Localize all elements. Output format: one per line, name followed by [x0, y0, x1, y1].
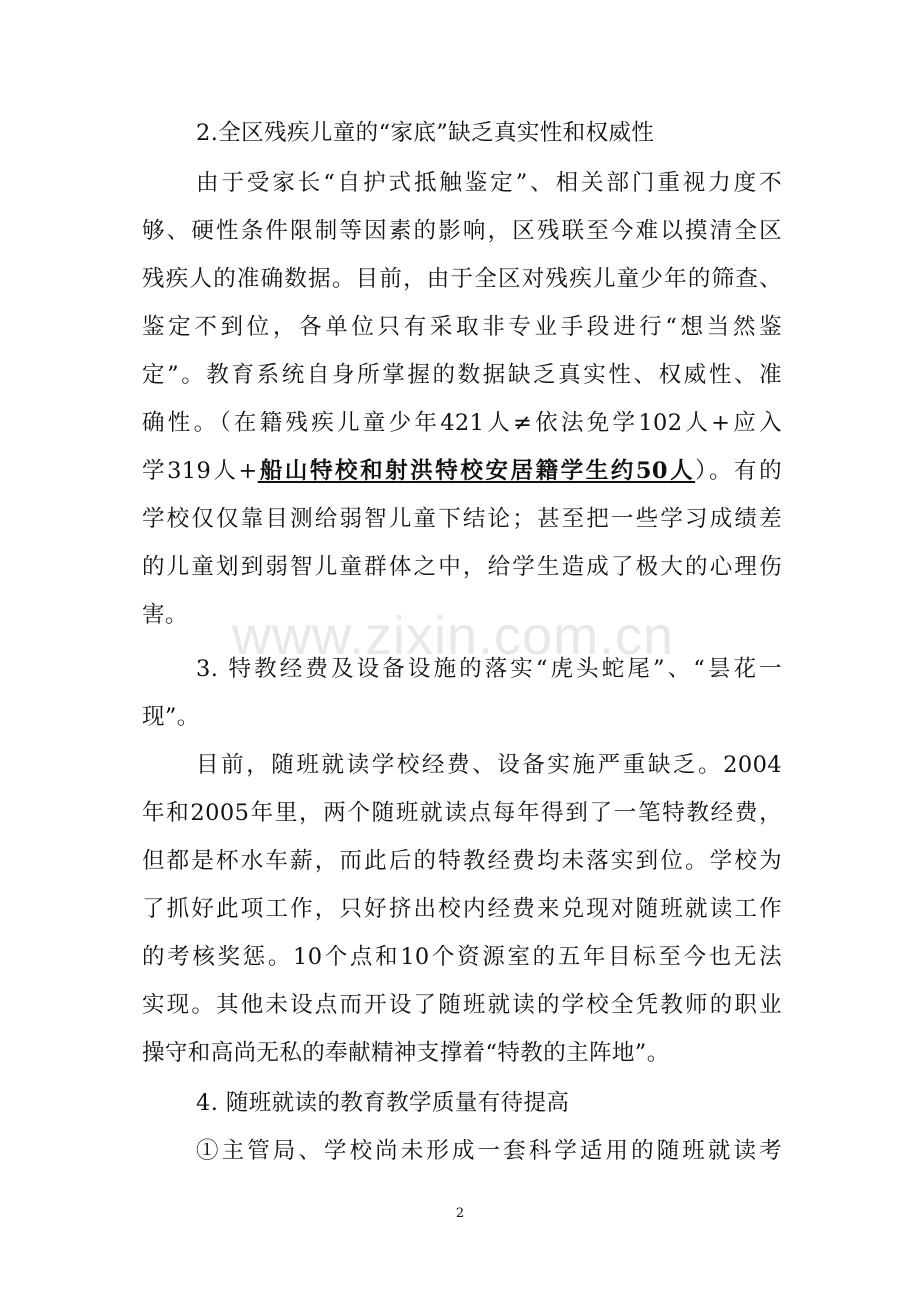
text-line: 残疾人的准确数据。目前，由于全区对残疾儿童少年的筛查、 [142, 266, 782, 292]
emphasized-text: 船山特校和射洪特校安居籍学生约50人 [257, 458, 696, 484]
text-line: 确性。（在籍残疾儿童少年421人≠依法免学102人+应入 [142, 410, 783, 436]
text-line: 学校仅仅靠目测给弱智儿童下结论；甚至把一些学习成绩差 [142, 506, 782, 532]
page-number: 2 [455, 1206, 465, 1221]
text-line: 操守和高尚无私的奉献精神支撑着“特教的主阵地”。 [142, 1040, 670, 1066]
watermark: www.zixin.com.cn [232, 606, 675, 666]
text-line-with-emphasis [142, 456, 782, 486]
text-line: 的考核奖惩。10个点和10个资源室的五年目标至今也无法 [142, 944, 782, 970]
section-heading-4: 4. 随班就读的教育教学质量有待提高 [196, 1090, 570, 1116]
text-line: 实现。其他未设点而开设了随班就读的学校全凭教师的职业 [142, 992, 782, 1018]
text-line: 的儿童划到弱智儿童群体之中，给学生造成了极大的心理伤 [142, 554, 782, 580]
text-line: 定”。教育系统自身所掌握的数据缺乏真实性、权威性、准 [142, 362, 782, 388]
text-segment: ）。有的 [695, 458, 782, 484]
section-heading-2: 2.全区残疾儿童的“家底”缺乏真实性和权威性 [196, 120, 655, 146]
text-segment: 学319人+ [142, 458, 258, 484]
text-line: 但都是杯水车薪，而此后的特教经费均未落实到位。学校为 [142, 848, 782, 874]
text-line: 够、硬性条件限制等因素的影响，区残联至今难以摸清全区 [142, 218, 782, 244]
text-line: 目前，随班就读学校经费、设备实施严重缺乏。2004 [196, 752, 782, 778]
text-line: 了抓好此项工作，只好挤出校内经费来兑现对随班就读工作 [142, 896, 782, 922]
text-line: 现”。 [142, 704, 200, 730]
text-line: 害。 [142, 602, 188, 628]
text-line: 年和2005年里，两个随班就读点每年得到了一笔特教经费， [142, 800, 782, 826]
section-heading-3: 3. 特教经费及设备设施的落实“虎头蛇尾”、“昙花一 [196, 656, 782, 682]
text-line: 由于受家长“自护式抵触鉴定”、相关部门重视力度不 [196, 170, 782, 196]
text-line: ①主管局、学校尚未形成一套科学适用的随班就读考 [196, 1138, 782, 1164]
text-line: 鉴定不到位，各单位只有采取非专业手段进行“想当然鉴 [142, 314, 782, 340]
